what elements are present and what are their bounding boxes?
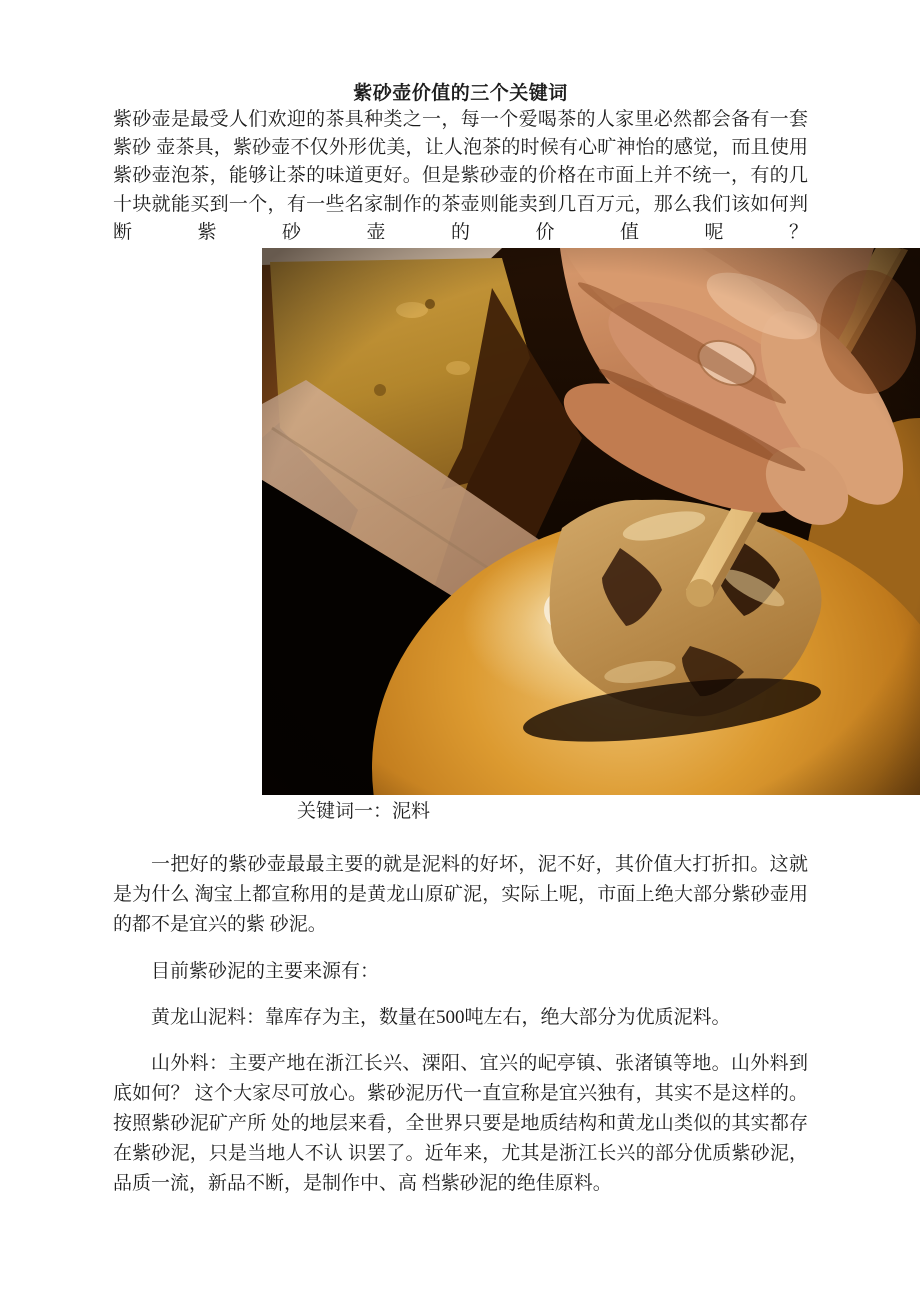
page-title: 紫砂壶价值的三个关键词 <box>353 83 568 104</box>
article-photo <box>262 248 920 795</box>
paragraph-clay-quality: 一把好的紫砂壶最最主要的就是泥料的好坏，泥不好，其价值大打折扣。这就是为什么 淘宝上都宣称用的是黄龙山原矿泥，实际上呢，市面上绝大部分紫砂壶用的都不是宜兴的紫 砂泥。 <box>113 854 808 936</box>
image-caption: 关键词一：泥料 <box>297 801 431 823</box>
photo-vignette <box>262 248 920 795</box>
photo-illustration <box>262 248 920 795</box>
paragraph-shanwai: 山外料：主要产地在浙江长兴、溧阳、宜兴的屺亭镇、张渚镇等地。山外料到底如何？ 这个大家尽可放心。紫砂泥历代一直宣称是宜兴独有，其实不是这样的。按照紫砂泥矿产所 处的地层来看，全世界只要是地质结构和黄龙山类似的其实都存在紫砂泥，只是当地人不认 识罢了。近年来，尤其是浙江长兴的部分优质紫砂泥，品质一流，新品不断，是制作中、高 档紫砂泥的绝佳原料。 <box>113 1053 808 1195</box>
paragraph-huanglongshan: 黄龙山泥料：靠库存为主，数量在500吨左右，绝大部分为优质泥料。 <box>151 1007 731 1029</box>
paragraph-sources-intro: 目前紫砂泥的主要来源有： <box>151 961 380 983</box>
intro-paragraph: 紫砂壶是最受人们欢迎的茶具种类之一，每一个爱喝茶的人家里必然都会备有一套紫砂 壶茶具，紫砂壶不仅外形优美，让人泡茶的时候有心旷神怡的感觉，而且使用紫砂壶泡茶，能够让茶的味道更好。但是紫砂壶的价格在市面上并不统一，有的几十块就能买到一个，有一些名家制作的茶壶则能卖到几百万元，那么我们该如何判断紫砂壶的价值呢？ <box>113 109 808 243</box>
